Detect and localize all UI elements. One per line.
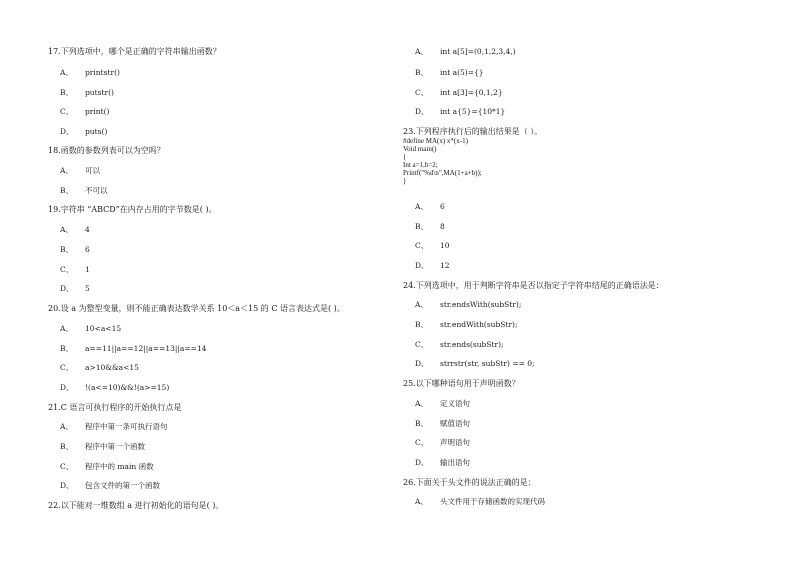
- code-line: #define MA(x) x*(x-1): [403, 137, 468, 145]
- question-21-option-a: A、 程序中第一条可执行语句: [60, 422, 168, 431]
- question-17-option-b: B、 putstr(): [60, 88, 114, 97]
- question-18-option-b: B、 不可以: [60, 186, 108, 195]
- question-20-option-d: D、 !(a<=10)&&!(a>=15): [60, 383, 170, 392]
- code-line: Void main(): [403, 145, 437, 153]
- question-23-code: [403, 137, 482, 185]
- question-18-option-a: A、 可以: [60, 166, 100, 175]
- question-25-option-a: A、 定义语句: [415, 399, 470, 408]
- question-24-option-a: A、 str.endsWith(subStr);: [415, 300, 522, 309]
- question-19-option-d: D、 5: [60, 284, 90, 293]
- question-19-option-a: A、 4: [60, 225, 90, 234]
- code-line: }: [403, 177, 407, 185]
- question-26-stem: 26.下面关于头文件的说法正确的是：: [403, 478, 536, 487]
- question-25-option-d: D、 输出语句: [415, 458, 470, 467]
- question-25-stem: 25.以下哪种语句用于声明函数？: [403, 379, 520, 388]
- question-17-option-d: D、 puts(): [60, 127, 108, 136]
- question-24-option-d: D、 strrstr(str, subStr) == 0;: [415, 359, 535, 368]
- code-line: Printf("%d\n",MA(1+a+b));: [403, 169, 482, 177]
- question-17-option-a: A、 printstr(): [60, 68, 120, 77]
- question-19-stem: 19.字符串 “ABCD”在内存占用的字节数是( )。: [48, 205, 217, 214]
- question-22-stem: 22.以下能对一维数组 a 进行初始化的语句是( )。: [48, 501, 224, 510]
- question-21-option-b: B、 程序中第一个函数: [60, 442, 145, 451]
- question-20-option-b: B、 a==11||a==12||a==13||a==14: [60, 344, 207, 353]
- question-21-option-c: C、 程序中的 main 函数: [60, 462, 154, 471]
- question-17-option-c: C、 print(): [60, 107, 110, 116]
- question-23-option-d: D、 12: [415, 261, 450, 270]
- question-20-option-c: C、 a>10&&a<15: [60, 363, 139, 372]
- question-22-option-a: A、 int a[5]=(0,1,2,3,4,): [415, 47, 516, 56]
- question-22-option-c: C、 int a[3]={0,1,2}: [415, 88, 503, 97]
- question-22-option-b: B、 int a(5)={}: [415, 68, 484, 77]
- question-19-option-b: B、 6: [60, 245, 90, 254]
- question-24-stem: 24.下列选项中，用于判断字符串是否以指定子字符串结尾的正确语法是：: [403, 281, 664, 290]
- question-24-option-c: C、 str.ends(subStr);: [415, 340, 504, 349]
- question-20-stem: 20.设 a 为整型变量，则不能正确表达数学关系 10＜a＜15 的 C 语言表达式是( )。: [48, 304, 345, 313]
- code-line: {: [403, 153, 407, 161]
- question-21-stem: 21.C 语言可执行程序的开始执行点是: [48, 403, 182, 412]
- question-23-stem: 23.下列程序执行后的输出结果是（ ）。: [403, 127, 543, 136]
- code-line: Int a=1,b=2;: [403, 161, 438, 169]
- question-22-option-d: D、 int a{5}={10*1}: [415, 107, 506, 116]
- question-23-option-a: A、 6: [415, 202, 445, 211]
- question-25-option-b: B、 赋值语句: [415, 419, 470, 428]
- question-24-option-b: B、 str.endWith(subStr);: [415, 320, 518, 329]
- question-23-option-b: B、 8: [415, 222, 445, 231]
- question-25-option-c: C、 声明语句: [415, 438, 470, 447]
- question-17-stem: 17.下列选项中，哪个是正确的字符串输出函数？: [48, 47, 221, 56]
- question-18-stem: 18.函数的参数列表可以为空吗？: [48, 146, 165, 155]
- question-19-option-c: C、 1: [60, 265, 90, 274]
- question-20-option-a: A、 10<a<15: [60, 324, 122, 333]
- question-23-option-c: C、 10: [415, 241, 450, 250]
- question-21-option-d: D、 包含文件的第一个函数: [60, 481, 160, 490]
- question-26-option-a: A、 头文件用于存储函数的实现代码: [415, 497, 545, 506]
